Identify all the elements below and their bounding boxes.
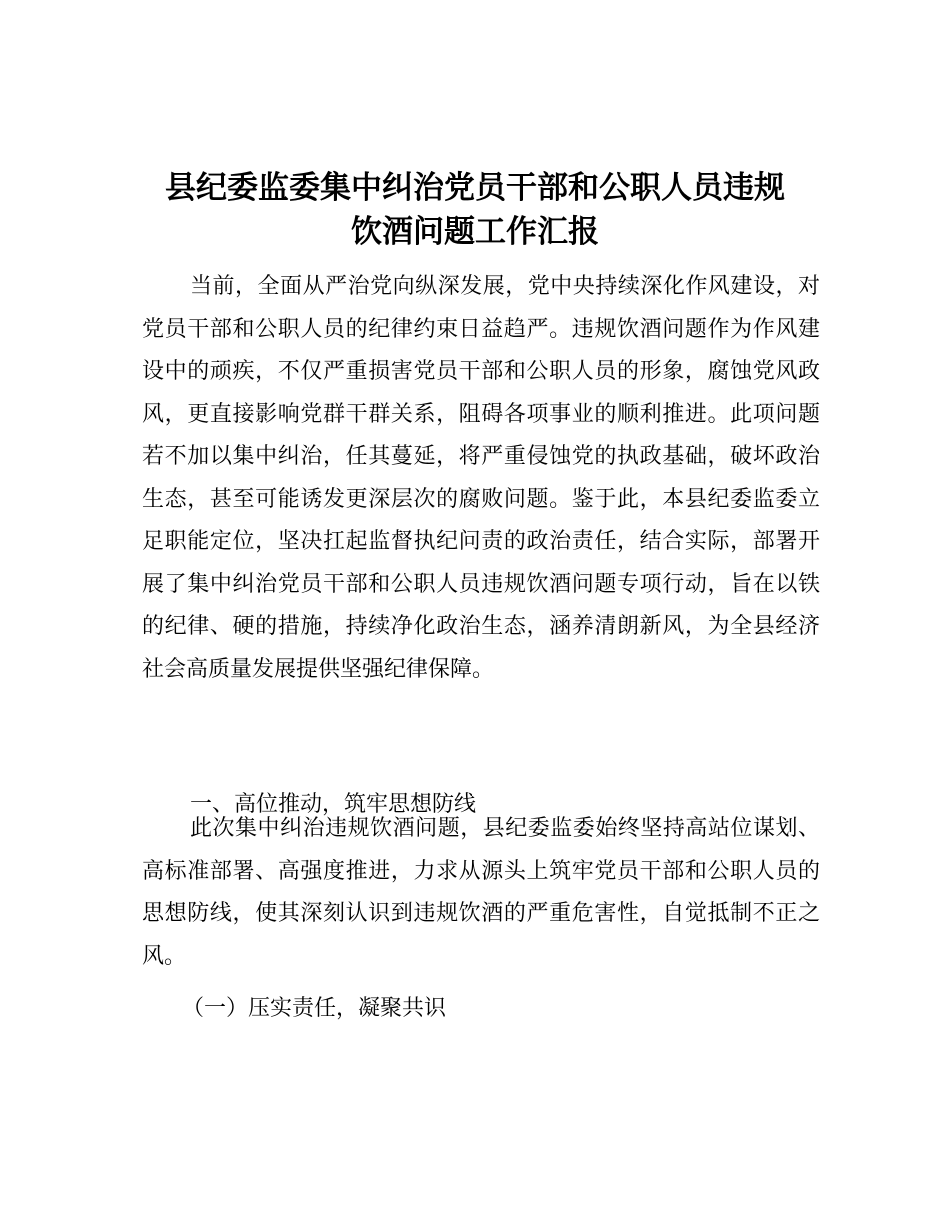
subsection-heading-1: （一）压实责任，凝聚共识 [182, 996, 447, 1021]
section-1-paragraph: 此次集中纠治违规饮酒问题，县纪委监委始终坚持高站位谋划、高标准部署、高强度推进，力求从源头上筑牢党员干部和公职人员的思想防线，使其深刻认识到违规饮酒的严重危害性，自觉抵制不正之风。 [142, 816, 820, 969]
document-title-line-2: 饮酒问题工作汇报 [351, 214, 599, 250]
section-heading-1: 一、高位推动，筑牢思想防线 [190, 792, 477, 817]
document-title-line-1: 县纪委监委集中纠治党员干部和公职人员违规 [165, 170, 785, 206]
intro-paragraph: 当前，全面从严治党向纵深发展，党中央持续深化作风建设，对党员干部和公职人员的纪律约束日益趋严。违规饮酒问题作为作风建设中的顽疾，不仅严重损害党员干部和公职人员的形象，腐蚀党风政风，更直接影响党群干群关系，阻碍各项事业的顺利推进。此项问题若不加以集中纠治，任其蔓延，将严重侵蚀党的执政基础，破坏政治生态，甚至可能诱发更深层次的腐败问题。鉴于此，本县纪委监委立足职能定位，坚决扛起监督执纪问责的政治责任，结合实际，部署开展了集中纠治党员干部和公职人员违规饮酒问题专项行动，旨在以铁的纪律、硬的措施，持续净化政治生态，涵养清朗新风，为全县经济社会高质量发展提供坚强纪律保障。 [142, 274, 820, 682]
